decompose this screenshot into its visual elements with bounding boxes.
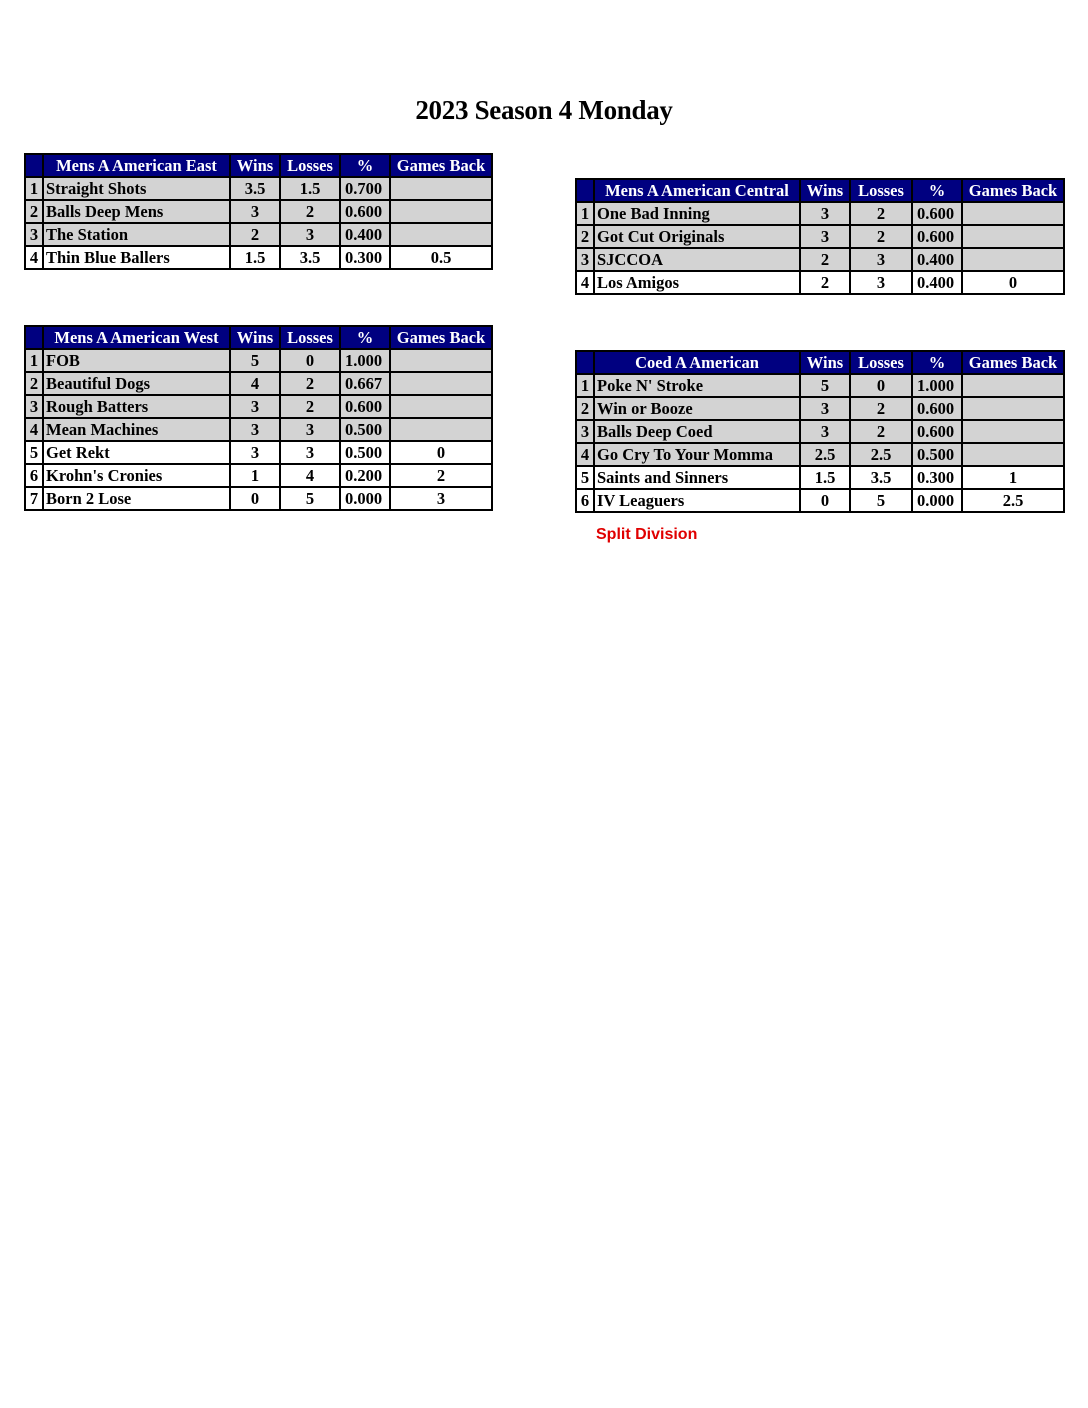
pct-cell: 0.700 [340, 177, 390, 200]
games-back-cell [962, 248, 1064, 271]
team-name: Straight Shots [43, 177, 230, 200]
table-row [25, 223, 492, 246]
pct-cell: 0.300 [912, 466, 962, 489]
team-name: Thin Blue Ballers [43, 246, 230, 269]
games-back-cell: 0 [962, 271, 1064, 294]
table-row [576, 397, 1064, 420]
wins-cell: 3 [230, 200, 280, 223]
table-row [25, 200, 492, 223]
table-row [576, 271, 1064, 294]
losses-cell: 2 [850, 397, 912, 420]
team-name: Win or Booze [594, 397, 800, 420]
rank-cell: 4 [25, 246, 43, 269]
losses-header: Losses [280, 154, 340, 177]
rank-cell: 2 [25, 200, 43, 223]
losses-header: Losses [280, 326, 340, 349]
rank-cell: 4 [576, 443, 594, 466]
games-back-cell [390, 349, 492, 372]
wins-header: Wins [230, 326, 280, 349]
standings-table-coed-a-american [575, 350, 1065, 513]
rank-cell: 4 [576, 271, 594, 294]
wins-cell: 3.5 [230, 177, 280, 200]
losses-cell: 2 [280, 372, 340, 395]
losses-header: Losses [850, 179, 912, 202]
team-name: Beautiful Dogs [43, 372, 230, 395]
pct-cell: 0.500 [912, 443, 962, 466]
pct-cell: 0.600 [912, 202, 962, 225]
wins-cell: 3 [230, 395, 280, 418]
division-name: Mens A American East [43, 154, 230, 177]
wins-cell: 4 [230, 372, 280, 395]
team-name: Saints and Sinners [594, 466, 800, 489]
losses-cell: 2 [850, 202, 912, 225]
table-row [25, 349, 492, 372]
pct-cell: 0.500 [340, 441, 390, 464]
table-row [576, 248, 1064, 271]
losses-cell: 3 [280, 418, 340, 441]
pct-cell: 0.667 [340, 372, 390, 395]
team-name: Go Cry To Your Momma [594, 443, 800, 466]
table-row [25, 372, 492, 395]
games-back-cell [962, 420, 1064, 443]
team-name: SJCCOA [594, 248, 800, 271]
wins-cell: 2 [230, 223, 280, 246]
table-row [576, 374, 1064, 397]
losses-cell: 0 [280, 349, 340, 372]
team-name: Poke N' Stroke [594, 374, 800, 397]
wins-cell: 3 [800, 420, 850, 443]
standings-table-mens-a-american-east [24, 153, 493, 270]
pct-cell: 0.600 [340, 200, 390, 223]
table-row [25, 177, 492, 200]
losses-cell: 3.5 [850, 466, 912, 489]
team-name: Rough Batters [43, 395, 230, 418]
table-header-row [576, 179, 1064, 202]
split-division-label: Split Division [596, 526, 698, 543]
pct-cell: 0.000 [912, 489, 962, 512]
rank-cell: 2 [25, 372, 43, 395]
wins-header: Wins [800, 179, 850, 202]
rank-cell: 3 [25, 223, 43, 246]
rank-cell: 6 [576, 489, 594, 512]
wins-cell: 1.5 [230, 246, 280, 269]
games-back-header: Games Back [962, 351, 1064, 374]
wins-cell: 2 [800, 248, 850, 271]
wins-cell: 5 [230, 349, 280, 372]
pct-cell: 0.400 [912, 248, 962, 271]
losses-cell: 3.5 [280, 246, 340, 269]
team-name: The Station [43, 223, 230, 246]
rank-cell: 3 [25, 395, 43, 418]
rank-header [25, 326, 43, 349]
pct-cell: 0.600 [912, 420, 962, 443]
losses-header: Losses [850, 351, 912, 374]
wins-cell: 5 [800, 374, 850, 397]
losses-cell: 3 [280, 223, 340, 246]
rank-cell: 2 [576, 225, 594, 248]
wins-cell: 3 [230, 418, 280, 441]
team-name: Krohn's Cronies [43, 464, 230, 487]
games-back-cell [390, 372, 492, 395]
rank-cell: 6 [25, 464, 43, 487]
games-back-cell: 0.5 [390, 246, 492, 269]
games-back-header: Games Back [390, 326, 492, 349]
division-name: Coed A American [594, 351, 800, 374]
rank-cell: 4 [25, 418, 43, 441]
team-name: IV Leaguers [594, 489, 800, 512]
table-row [25, 246, 492, 269]
wins-cell: 2 [800, 271, 850, 294]
table-header-row [25, 326, 492, 349]
team-name: Balls Deep Mens [43, 200, 230, 223]
pct-cell: 0.400 [340, 223, 390, 246]
table-row [25, 418, 492, 441]
games-back-cell: 1 [962, 466, 1064, 489]
games-back-cell: 3 [390, 487, 492, 510]
team-name: Born 2 Lose [43, 487, 230, 510]
games-back-cell [390, 200, 492, 223]
rank-cell: 5 [576, 466, 594, 489]
games-back-cell [962, 202, 1064, 225]
team-name: Got Cut Originals [594, 225, 800, 248]
games-back-cell: 2 [390, 464, 492, 487]
pct-header: % [912, 351, 962, 374]
pct-cell: 0.300 [340, 246, 390, 269]
losses-cell: 2 [280, 200, 340, 223]
games-back-cell [962, 374, 1064, 397]
losses-cell: 3 [850, 271, 912, 294]
pct-header: % [340, 154, 390, 177]
rank-cell: 3 [576, 248, 594, 271]
games-back-cell [390, 177, 492, 200]
table-row [25, 487, 492, 510]
losses-cell: 4 [280, 464, 340, 487]
rank-cell: 5 [25, 441, 43, 464]
wins-cell: 3 [800, 397, 850, 420]
losses-cell: 5 [850, 489, 912, 512]
rank-header [25, 154, 43, 177]
team-name: Balls Deep Coed [594, 420, 800, 443]
games-back-cell [390, 418, 492, 441]
pct-cell: 0.600 [340, 395, 390, 418]
games-back-cell [390, 395, 492, 418]
rank-header [576, 179, 594, 202]
pct-cell: 0.500 [340, 418, 390, 441]
rank-cell: 2 [576, 397, 594, 420]
wins-cell: 3 [800, 225, 850, 248]
wins-header: Wins [230, 154, 280, 177]
table-row [25, 441, 492, 464]
table-header-row [25, 154, 492, 177]
team-name: Los Amigos [594, 271, 800, 294]
games-back-cell: 2.5 [962, 489, 1064, 512]
games-back-cell [962, 225, 1064, 248]
games-back-cell: 0 [390, 441, 492, 464]
losses-cell: 2 [850, 225, 912, 248]
games-back-cell [962, 443, 1064, 466]
division-name: Mens A American West [43, 326, 230, 349]
losses-cell: 2.5 [850, 443, 912, 466]
table-row [576, 202, 1064, 225]
rank-cell: 1 [576, 202, 594, 225]
table-row [25, 395, 492, 418]
table-row [576, 443, 1064, 466]
rank-cell: 1 [25, 177, 43, 200]
pct-cell: 0.000 [340, 487, 390, 510]
losses-cell: 1.5 [280, 177, 340, 200]
rank-cell: 1 [25, 349, 43, 372]
table-header-row [576, 351, 1064, 374]
rank-cell: 1 [576, 374, 594, 397]
team-name: FOB [43, 349, 230, 372]
standings-table-mens-a-american-west [24, 325, 493, 511]
pct-header: % [340, 326, 390, 349]
pct-header: % [912, 179, 962, 202]
games-back-cell [962, 397, 1064, 420]
games-back-header: Games Back [390, 154, 492, 177]
wins-cell: 1.5 [800, 466, 850, 489]
losses-cell: 2 [850, 420, 912, 443]
wins-cell: 3 [230, 441, 280, 464]
pct-cell: 0.400 [912, 271, 962, 294]
losses-cell: 3 [280, 441, 340, 464]
rank-cell: 7 [25, 487, 43, 510]
pct-cell: 1.000 [912, 374, 962, 397]
losses-cell: 0 [850, 374, 912, 397]
page-title: 2023 Season 4 Monday [415, 95, 673, 125]
games-back-header: Games Back [962, 179, 1064, 202]
games-back-cell [390, 223, 492, 246]
table-row [25, 464, 492, 487]
wins-cell: 0 [800, 489, 850, 512]
table-row [576, 489, 1064, 512]
team-name: One Bad Inning [594, 202, 800, 225]
wins-header: Wins [800, 351, 850, 374]
losses-cell: 5 [280, 487, 340, 510]
table-row [576, 466, 1064, 489]
losses-cell: 3 [850, 248, 912, 271]
rank-header [576, 351, 594, 374]
losses-cell: 2 [280, 395, 340, 418]
rank-cell: 3 [576, 420, 594, 443]
wins-cell: 0 [230, 487, 280, 510]
table-row [576, 420, 1064, 443]
table-row [576, 225, 1064, 248]
pct-cell: 0.600 [912, 225, 962, 248]
wins-cell: 1 [230, 464, 280, 487]
standings-table-mens-a-american-central [575, 178, 1065, 295]
team-name: Mean Machines [43, 418, 230, 441]
wins-cell: 3 [800, 202, 850, 225]
division-name: Mens A American Central [594, 179, 800, 202]
pct-cell: 0.200 [340, 464, 390, 487]
pct-cell: 0.600 [912, 397, 962, 420]
team-name: Get Rekt [43, 441, 230, 464]
pct-cell: 1.000 [340, 349, 390, 372]
wins-cell: 2.5 [800, 443, 850, 466]
